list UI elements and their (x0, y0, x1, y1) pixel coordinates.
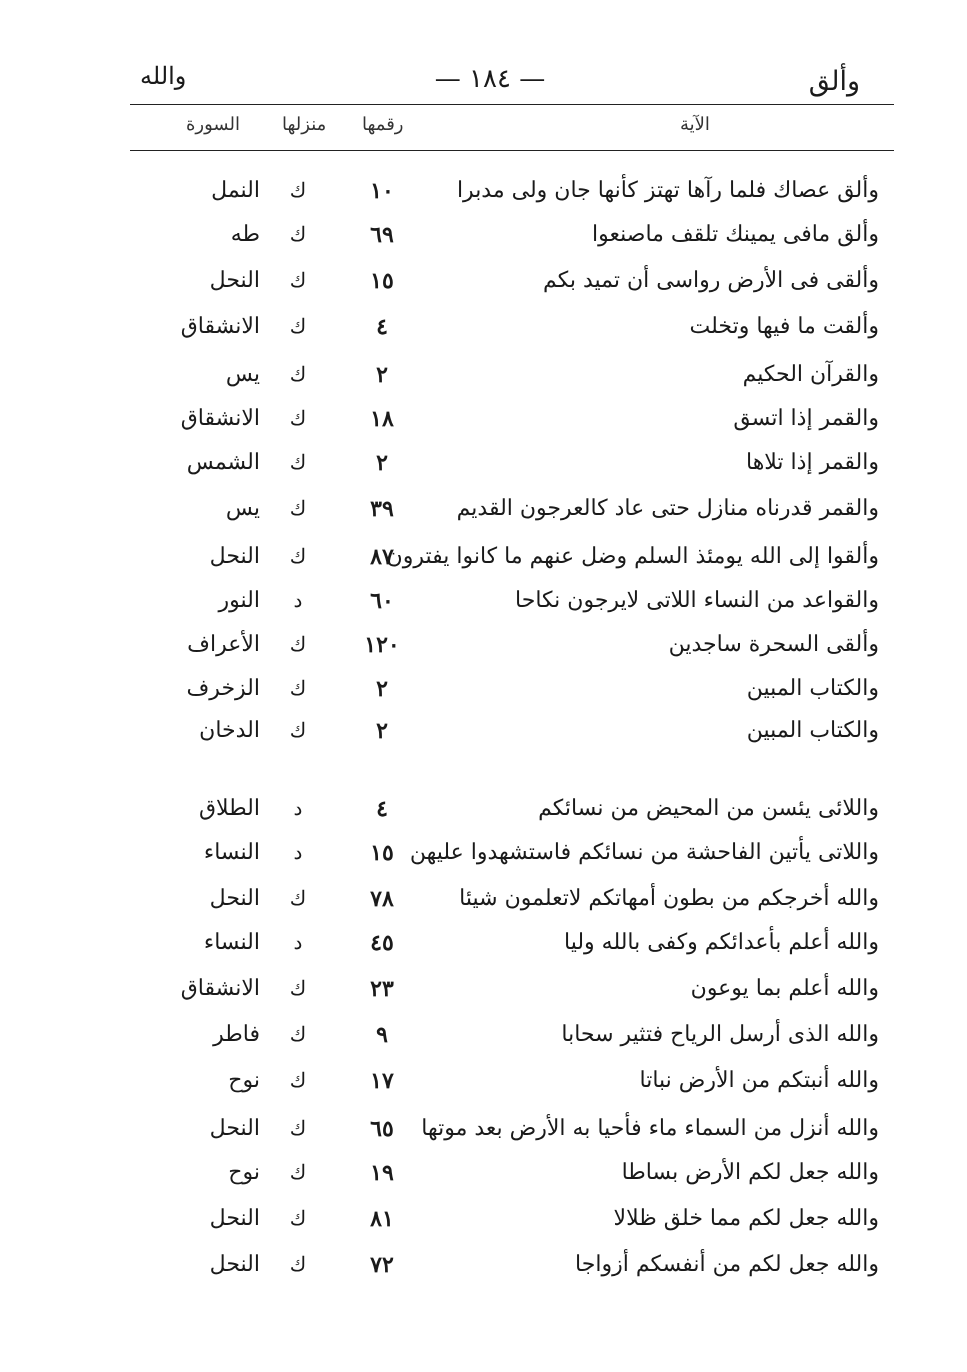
revelation-place: ك (289, 496, 307, 520)
ayah-number: ١٥ (370, 840, 394, 866)
table-row (0, 1160, 967, 1200)
table-row (0, 450, 967, 490)
ayah-text: وألقوا إلى الله يومئذ السلم وضل عنهم ما كانوا يفترون (386, 544, 879, 569)
ayah-text: وألق مافى يمينك تلقف ماصنعوا (592, 222, 879, 247)
header-last-word: والله (140, 62, 187, 90)
table-row (0, 1206, 967, 1246)
revelation-place: ك (289, 268, 307, 292)
revelation-place: ك (289, 632, 307, 656)
surah-name: الشمس (186, 450, 260, 475)
ayah-text: والله جعل لكم مما خلق ظلالا (613, 1206, 879, 1231)
table-row (0, 976, 967, 1016)
revelation-place: ك (289, 676, 307, 700)
revelation-place: ك (289, 886, 307, 910)
revelation-place: ك (289, 1252, 307, 1276)
revelation-place: ك (289, 1022, 307, 1046)
surah-name: النحل (209, 268, 260, 293)
ayah-number: ٤ (376, 314, 388, 340)
revelation-place: ك (289, 362, 307, 386)
table-row (0, 930, 967, 970)
ayah-number: ٩ (376, 1022, 388, 1048)
table-row (0, 222, 967, 262)
ayah-text: وألقت ما فيها وتخلت (689, 314, 879, 339)
revelation-place: ك (289, 222, 307, 246)
ayah-text: والقرآن الحكيم (742, 362, 879, 387)
ayah-text: والله الذى أرسل الرياح فتثير سحابا (561, 1022, 879, 1047)
surah-name: النحل (209, 1116, 260, 1141)
ayah-number: ٦٩ (370, 222, 394, 248)
surah-name: الطلاق (198, 796, 260, 821)
header-rule (130, 104, 894, 105)
table-row (0, 1022, 967, 1062)
surah-name: نوح (228, 1068, 260, 1093)
ayah-number: ١٨ (370, 406, 394, 432)
ayah-number: ١٢٠ (364, 632, 400, 658)
table-row (0, 1068, 967, 1108)
running-header (130, 62, 890, 102)
ayah-text: والله جعل لكم الأرض بساطا (621, 1160, 879, 1185)
revelation-place: د (293, 930, 303, 954)
ayah-text: والقواعد من النساء اللاتى لايرجون نكاحا (515, 588, 879, 613)
column-header-surah: السورة (186, 114, 240, 135)
ayah-text: واللائى يئسن من المحيض من نسائكم (538, 796, 879, 821)
surah-name: الانشقاق (180, 406, 260, 431)
revelation-place: ك (289, 718, 307, 742)
ayah-number: ١٩ (370, 1160, 394, 1186)
ayah-text: والقمر إذا تلاها (746, 450, 879, 475)
surah-name: فاطر (213, 1022, 260, 1047)
ayah-text: وألقى السحرة ساجدين (668, 632, 879, 657)
ayah-text: والله أعلم بأعدائكم وكفى بالله وليا (563, 930, 879, 955)
revelation-place: د (293, 588, 303, 612)
surah-name: النحل (209, 544, 260, 569)
table-row (0, 496, 967, 536)
ayah-number: ٢٣ (370, 976, 394, 1002)
revelation-place: د (293, 840, 303, 864)
ayah-number: ٦٠ (370, 588, 394, 614)
table-row (0, 840, 967, 880)
ayah-number: ٢ (376, 362, 388, 388)
revelation-place: ك (289, 178, 307, 202)
table-row (0, 796, 967, 836)
column-header-revelation: منزلها (282, 114, 327, 135)
surah-name: الأعراف (187, 632, 260, 657)
surah-name: النساء (203, 930, 260, 955)
ayah-text: والله أنزل من السماء ماء فأحيا به الأرض بعد موتها (421, 1116, 879, 1141)
table-row (0, 718, 967, 758)
ayah-number: ١٥ (370, 268, 394, 294)
revelation-place: ك (289, 1116, 307, 1140)
revelation-place: د (293, 796, 303, 820)
surah-name: النمل (211, 178, 260, 203)
table-row (0, 362, 967, 402)
table-row (0, 632, 967, 672)
table-row (0, 178, 967, 218)
ayah-text: والله أنبتكم من الأرض نباتا (639, 1068, 879, 1093)
ayah-number: ٨٧ (370, 544, 394, 570)
surah-name: الدخان (199, 718, 260, 743)
surah-name: نوح (228, 1160, 260, 1185)
header-first-word: وألق (808, 66, 860, 97)
table-row (0, 544, 967, 584)
revelation-place: ك (289, 544, 307, 568)
table-row (0, 1116, 967, 1156)
revelation-place: ك (289, 314, 307, 338)
surah-name: النور (218, 588, 260, 613)
surah-name: النحل (209, 886, 260, 911)
ayah-text: والكتاب المبين (746, 718, 879, 743)
revelation-place: ك (289, 976, 307, 1000)
ayah-text: والقمر إذا اتسق (733, 406, 879, 431)
ayah-number: ٣٩ (370, 496, 394, 522)
column-header-number: رقمها (362, 114, 404, 135)
surah-name: النساء (203, 840, 260, 865)
table-row (0, 886, 967, 926)
surah-name: طه (230, 222, 260, 247)
ayah-number: ٧٢ (370, 1252, 394, 1278)
surah-name: يس (225, 362, 260, 387)
surah-name: الانشقاق (180, 314, 260, 339)
ayah-text: والله أخرجكم من بطون أمهاتكم لاتعلمون شيئا (459, 886, 879, 911)
ayah-text: والله جعل لكم من أنفسكم أزواجا (575, 1252, 879, 1277)
surah-name: الزخرف (186, 676, 260, 701)
surah-name: النحل (209, 1206, 260, 1231)
ayah-number: ٢ (376, 718, 388, 744)
revelation-place: ك (289, 1068, 307, 1092)
ayah-text: والقمر قدرناه منازل حتى عاد كالعرجون القديم (456, 496, 879, 521)
surah-name: يس (225, 496, 260, 521)
page-number: — ١٨٤ — (434, 64, 546, 94)
ayah-text: وألق عصاك فلما رآها تهتز كأنها جان ولى مدبرا (456, 178, 879, 203)
ayah-text: والكتاب المبين (746, 676, 879, 701)
ayah-number: ٢ (376, 676, 388, 702)
ayah-text: واللاتى يأتين الفاحشة من نسائكم فاستشهدوا عليهن (409, 840, 879, 865)
revelation-place: ك (289, 1206, 307, 1230)
ayah-number: ٦٥ (370, 1116, 394, 1142)
table-row (0, 588, 967, 628)
ayah-number: ١٠ (370, 178, 394, 204)
table-row (0, 406, 967, 446)
ayah-number: ٢ (376, 450, 388, 476)
table-row (0, 268, 967, 308)
ayah-text: وألقى فى الأرض رواسى أن تميد بكم (543, 268, 879, 293)
ayah-number: ٤٥ (370, 930, 394, 956)
ayah-number: ٧٨ (370, 886, 394, 912)
ayah-number: ٨١ (370, 1206, 394, 1232)
ayah-text: والله أعلم بما يوعون (690, 976, 879, 1001)
column-header-ayah: الآية (680, 114, 710, 135)
revelation-place: ك (289, 450, 307, 474)
surah-name: النحل (209, 1252, 260, 1277)
table-row (0, 676, 967, 716)
column-header-rule (130, 150, 894, 151)
revelation-place: ك (289, 406, 307, 430)
table-row (0, 314, 967, 354)
table-row (0, 1252, 967, 1292)
revelation-place: ك (289, 1160, 307, 1184)
ayah-number: ٤ (376, 796, 388, 822)
surah-name: الانشقاق (180, 976, 260, 1001)
ayah-number: ١٧ (370, 1068, 394, 1094)
